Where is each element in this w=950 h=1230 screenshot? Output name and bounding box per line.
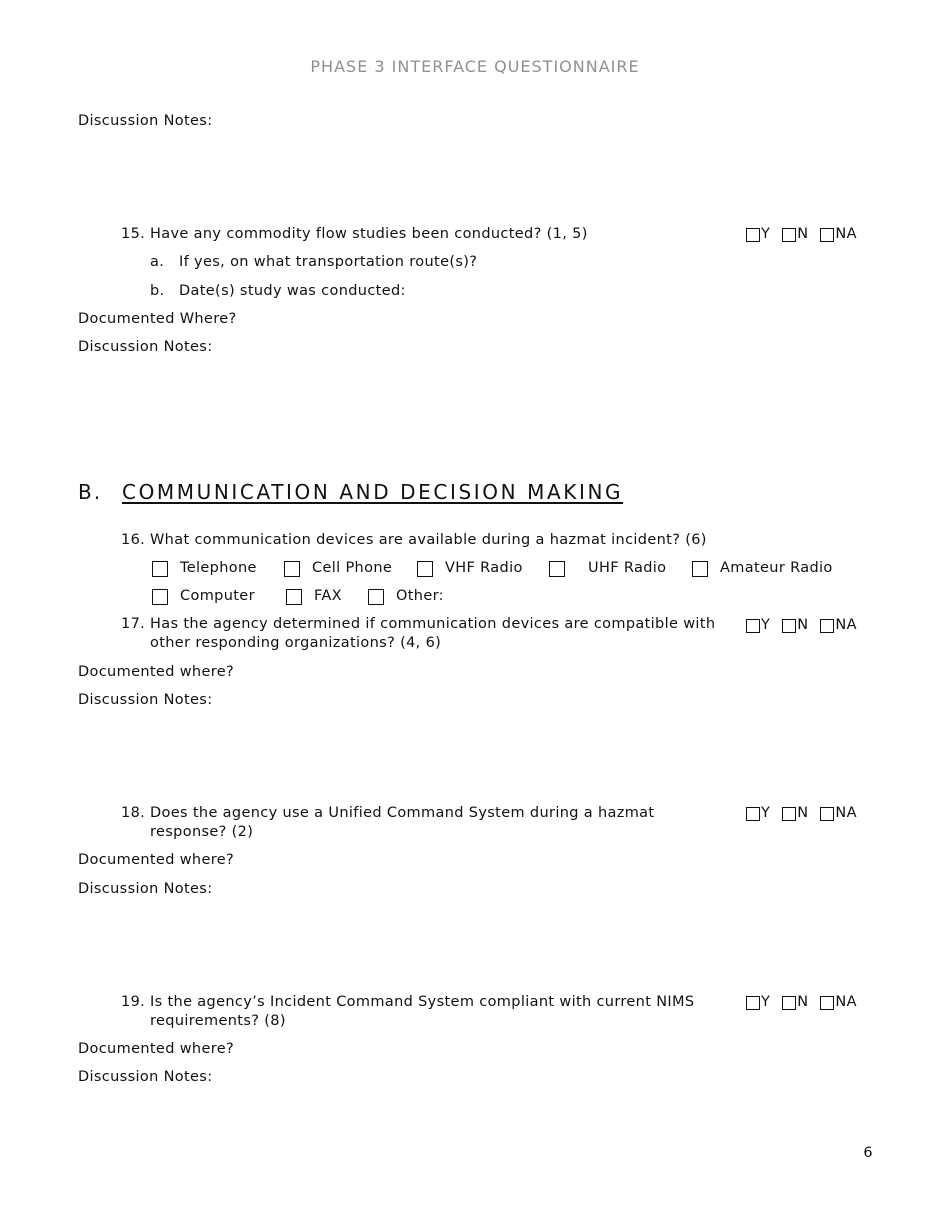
na-option[interactable]: NA bbox=[820, 993, 856, 1012]
yes-checkbox[interactable] bbox=[746, 807, 760, 821]
no-checkbox[interactable] bbox=[782, 228, 796, 242]
checkbox[interactable] bbox=[152, 561, 168, 577]
question-number: 18. bbox=[121, 805, 146, 821]
question-17-text: Has the agency determined if communication devices are compatible with other responding organizations? (4, 6) bbox=[150, 616, 716, 651]
yes-checkbox[interactable] bbox=[746, 619, 760, 633]
yes-option[interactable]: Y bbox=[746, 804, 770, 823]
section-title: COMMUNICATION AND DECISION MAKING bbox=[122, 480, 624, 504]
sub-item-letter: b. bbox=[150, 283, 165, 299]
question-number: 19. bbox=[121, 994, 146, 1010]
yes-checkbox[interactable] bbox=[746, 996, 760, 1010]
checkbox[interactable] bbox=[152, 589, 168, 605]
question-number: 16. bbox=[121, 532, 146, 548]
option-telephone[interactable]: Telephone bbox=[152, 559, 257, 578]
discussion-notes-label: Discussion Notes: bbox=[78, 881, 213, 897]
question-18-text: Does the agency use a Unified Command System during a hazmat response? (2) bbox=[150, 805, 655, 840]
na-checkbox[interactable] bbox=[820, 228, 834, 242]
option-uhf-radio[interactable]: UHF Radio bbox=[549, 559, 666, 578]
question-18-yna bbox=[746, 804, 857, 823]
na-option[interactable]: NA bbox=[820, 225, 856, 244]
no-option[interactable]: N bbox=[782, 225, 808, 244]
na-checkbox[interactable] bbox=[820, 807, 834, 821]
checkbox[interactable] bbox=[284, 561, 300, 577]
option-other[interactable]: Other: bbox=[368, 587, 444, 606]
option-vhf-radio[interactable]: VHF Radio bbox=[417, 559, 523, 578]
option-computer[interactable]: Computer bbox=[152, 587, 255, 606]
discussion-notes-label: Discussion Notes: bbox=[78, 1069, 213, 1085]
discussion-notes-label: Discussion Notes: bbox=[78, 692, 213, 708]
question-19-text: Is the agency’s Incident Command System compliant with current NIMS requirements? (8) bbox=[150, 994, 695, 1029]
question-number: 15. bbox=[121, 226, 146, 242]
checkbox[interactable] bbox=[368, 589, 384, 605]
checkbox[interactable] bbox=[286, 589, 302, 605]
na-checkbox[interactable] bbox=[820, 996, 834, 1010]
checkbox[interactable] bbox=[417, 561, 433, 577]
sub-item-text: If yes, on what transportation route(s)? bbox=[179, 254, 478, 270]
checkbox[interactable] bbox=[549, 561, 565, 577]
na-checkbox[interactable] bbox=[820, 619, 834, 633]
yes-option[interactable]: Y bbox=[746, 993, 770, 1012]
question-15-text: Have any commodity flow studies been conducted? (1, 5) bbox=[150, 226, 588, 242]
no-checkbox[interactable] bbox=[782, 807, 796, 821]
no-option[interactable]: N bbox=[782, 804, 808, 823]
sub-item-text: Date(s) study was conducted: bbox=[179, 283, 406, 299]
page-number: 6 bbox=[863, 1145, 873, 1161]
question-19-yna bbox=[746, 993, 857, 1012]
section-letter: B. bbox=[78, 480, 103, 504]
documented-where-label: Documented where? bbox=[78, 1041, 235, 1057]
no-option[interactable]: N bbox=[782, 993, 808, 1012]
discussion-notes-label: Discussion Notes: bbox=[78, 113, 213, 129]
option-cell-phone[interactable]: Cell Phone bbox=[284, 559, 392, 578]
option-fax[interactable]: FAX bbox=[286, 587, 342, 606]
yes-option[interactable]: Y bbox=[746, 616, 770, 635]
question-16-text: What communication devices are available during a hazmat incident? (6) bbox=[150, 532, 707, 548]
page-header: PHASE 3 INTERFACE QUESTIONNAIRE bbox=[310, 57, 640, 76]
no-option[interactable]: N bbox=[782, 616, 808, 635]
question-15-yna bbox=[746, 225, 857, 244]
documented-where-label: Documented where? bbox=[78, 664, 235, 680]
documented-where-label: Documented Where? bbox=[78, 311, 237, 327]
documented-where-label: Documented where? bbox=[78, 852, 235, 868]
discussion-notes-label: Discussion Notes: bbox=[78, 339, 213, 355]
no-checkbox[interactable] bbox=[782, 619, 796, 633]
yes-checkbox[interactable] bbox=[746, 228, 760, 242]
na-option[interactable]: NA bbox=[820, 804, 856, 823]
yes-option[interactable]: Y bbox=[746, 225, 770, 244]
sub-item-letter: a. bbox=[150, 254, 165, 270]
option-amateur-radio[interactable]: Amateur Radio bbox=[692, 559, 833, 578]
question-17-yna bbox=[746, 616, 857, 635]
question-number: 17. bbox=[121, 616, 146, 632]
no-checkbox[interactable] bbox=[782, 996, 796, 1010]
checkbox[interactable] bbox=[692, 561, 708, 577]
na-option[interactable]: NA bbox=[820, 616, 856, 635]
